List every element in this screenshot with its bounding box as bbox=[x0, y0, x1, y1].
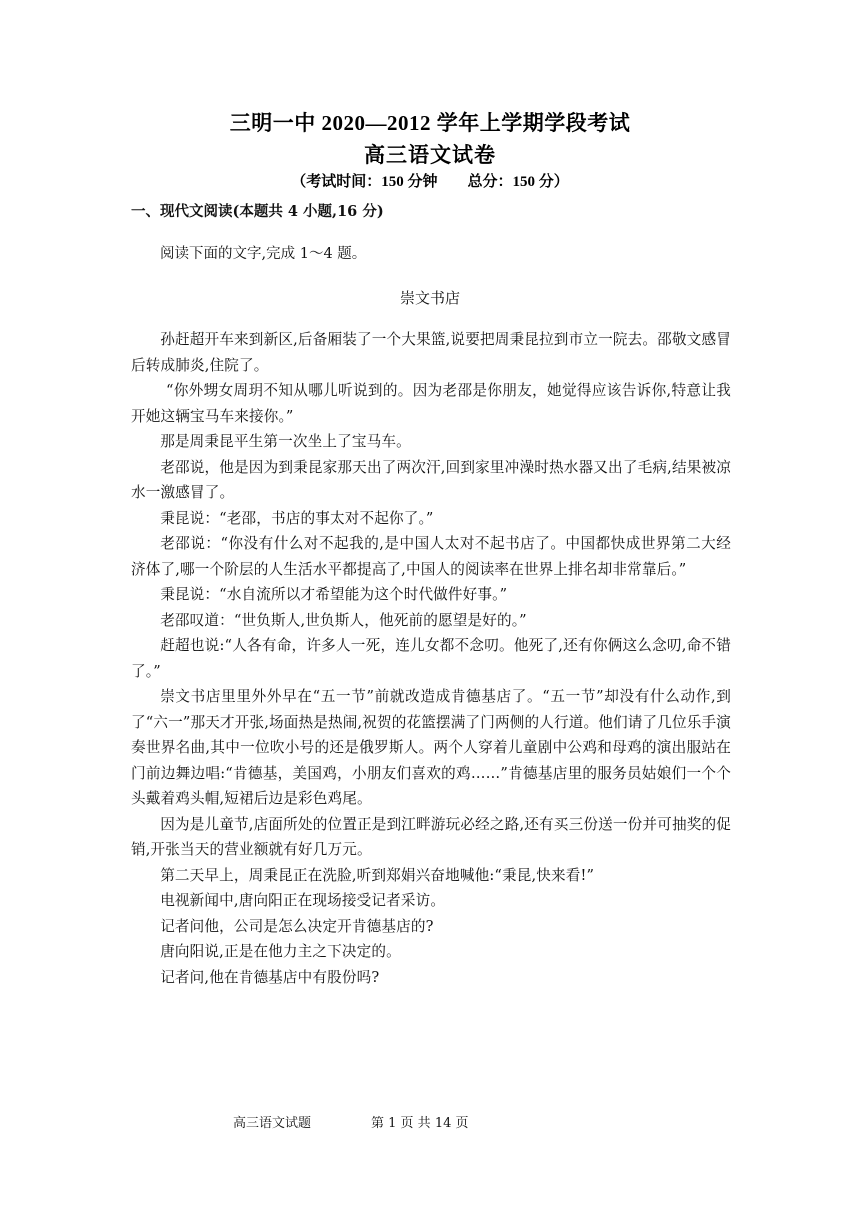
paragraph: 老邵叹道：“世负斯人,世负斯人，他死前的愿望是好的。” bbox=[160, 611, 527, 629]
paragraph: 崇文书店里里外外早在“五一节”前就改造成肯德基店了。“五一节”却没有什么动作,到了“六一”那天才开张,场面热是热闹,祝贺的花篮摆满了门两侧的人行道。他们请了几位乐手演奏世界名曲,其中一位吹小号的还是俄罗斯人。两个人穿着儿童剧中公鸡和母鸡的演出服站在门前边舞边唱:“肯德基，美国鸡，小朋友们喜欢的鸡……”肯德基店里的服务员姑娘们一个个头戴着鸡头帽,短裙后边是彩色鸡尾。 bbox=[131, 688, 731, 807]
exam-info: （考试时间：150 分钟 总分：150 分） bbox=[291, 174, 569, 190]
paragraph: “你外甥女周玥不知从哪儿听说到的。因为老邵是你朋友，她觉得应该告诉你,特意让我开她这辆宝马车来接你。” bbox=[131, 382, 731, 425]
reading-instruction: 阅读下面的文字,完成 1～4 题。 bbox=[160, 246, 367, 262]
paragraph: 第二天早上，周秉昆正在洗脸,听到郑娟兴奋地喊他:“秉昆,快来看!” bbox=[160, 866, 595, 884]
article-body bbox=[131, 327, 731, 990]
paragraph: 记者问他，公司是怎么决定开肯德基店的? bbox=[160, 917, 434, 935]
exam-title: 三明一中 2020—2012 学年上学期学段考试 bbox=[229, 111, 631, 135]
footer-subject: 高三语文试题 bbox=[233, 1116, 312, 1131]
exam-subtitle: 高三语文试卷 bbox=[364, 143, 496, 167]
footer-page-info: 第 1 页 共 14 页 bbox=[371, 1116, 469, 1131]
page-footer bbox=[233, 1112, 469, 1131]
paragraph: 孙赶超开车来到新区,后备厢装了一个大果篮,说要把周秉昆拉到市立一院去。邵敬文感冒后转成肺炎,住院了。 bbox=[131, 331, 731, 374]
paragraph: 因为是儿童节,店面所处的位置正是到江畔游玩必经之路,还有买三份送一份并可抽奖的促销,开张当天的营业额就有好几万元。 bbox=[131, 815, 731, 858]
article-title: 崇文书店 bbox=[399, 289, 460, 307]
paragraph: 唐向阳说,正是在他力主之下决定的。 bbox=[160, 943, 401, 960]
paragraph: 赶超也说:“人各有命，许多人一死，连儿女都不念叨。他死了,还有你俩这么念叨,命不错了。” bbox=[131, 637, 731, 680]
paragraph: 那是周秉昆平生第一次坐上了宝马车。 bbox=[160, 433, 411, 450]
paragraph: 记者问,他在肯德基店中有股份吗? bbox=[160, 968, 380, 986]
paragraph: 老邵说：“你没有什么对不起我的,是中国人太对不起书店了。中国都快成世界第二大经济体了,哪一个阶层的人生活水平都提高了,中国人的阅读率在世界上排名却非常靠后。” bbox=[131, 535, 731, 578]
paragraph: 电视新闻中,唐向阳正在现场接受记者采访。 bbox=[160, 892, 446, 909]
section-heading: 一、现代文阅读(本题共 4 小题,16 分) bbox=[131, 203, 384, 220]
paragraph: 秉昆说：“老邵，书店的事太对不起你了。” bbox=[160, 509, 434, 527]
paragraph: 老邵说，他是因为到秉昆家那天出了两次汗,回到家里冲澡时热水器又出了毛病,结果被凉水一激感冒了。 bbox=[131, 458, 731, 501]
paragraph: 秉昆说：“水自流所以才希望能为这个时代做件好事。” bbox=[160, 586, 508, 603]
